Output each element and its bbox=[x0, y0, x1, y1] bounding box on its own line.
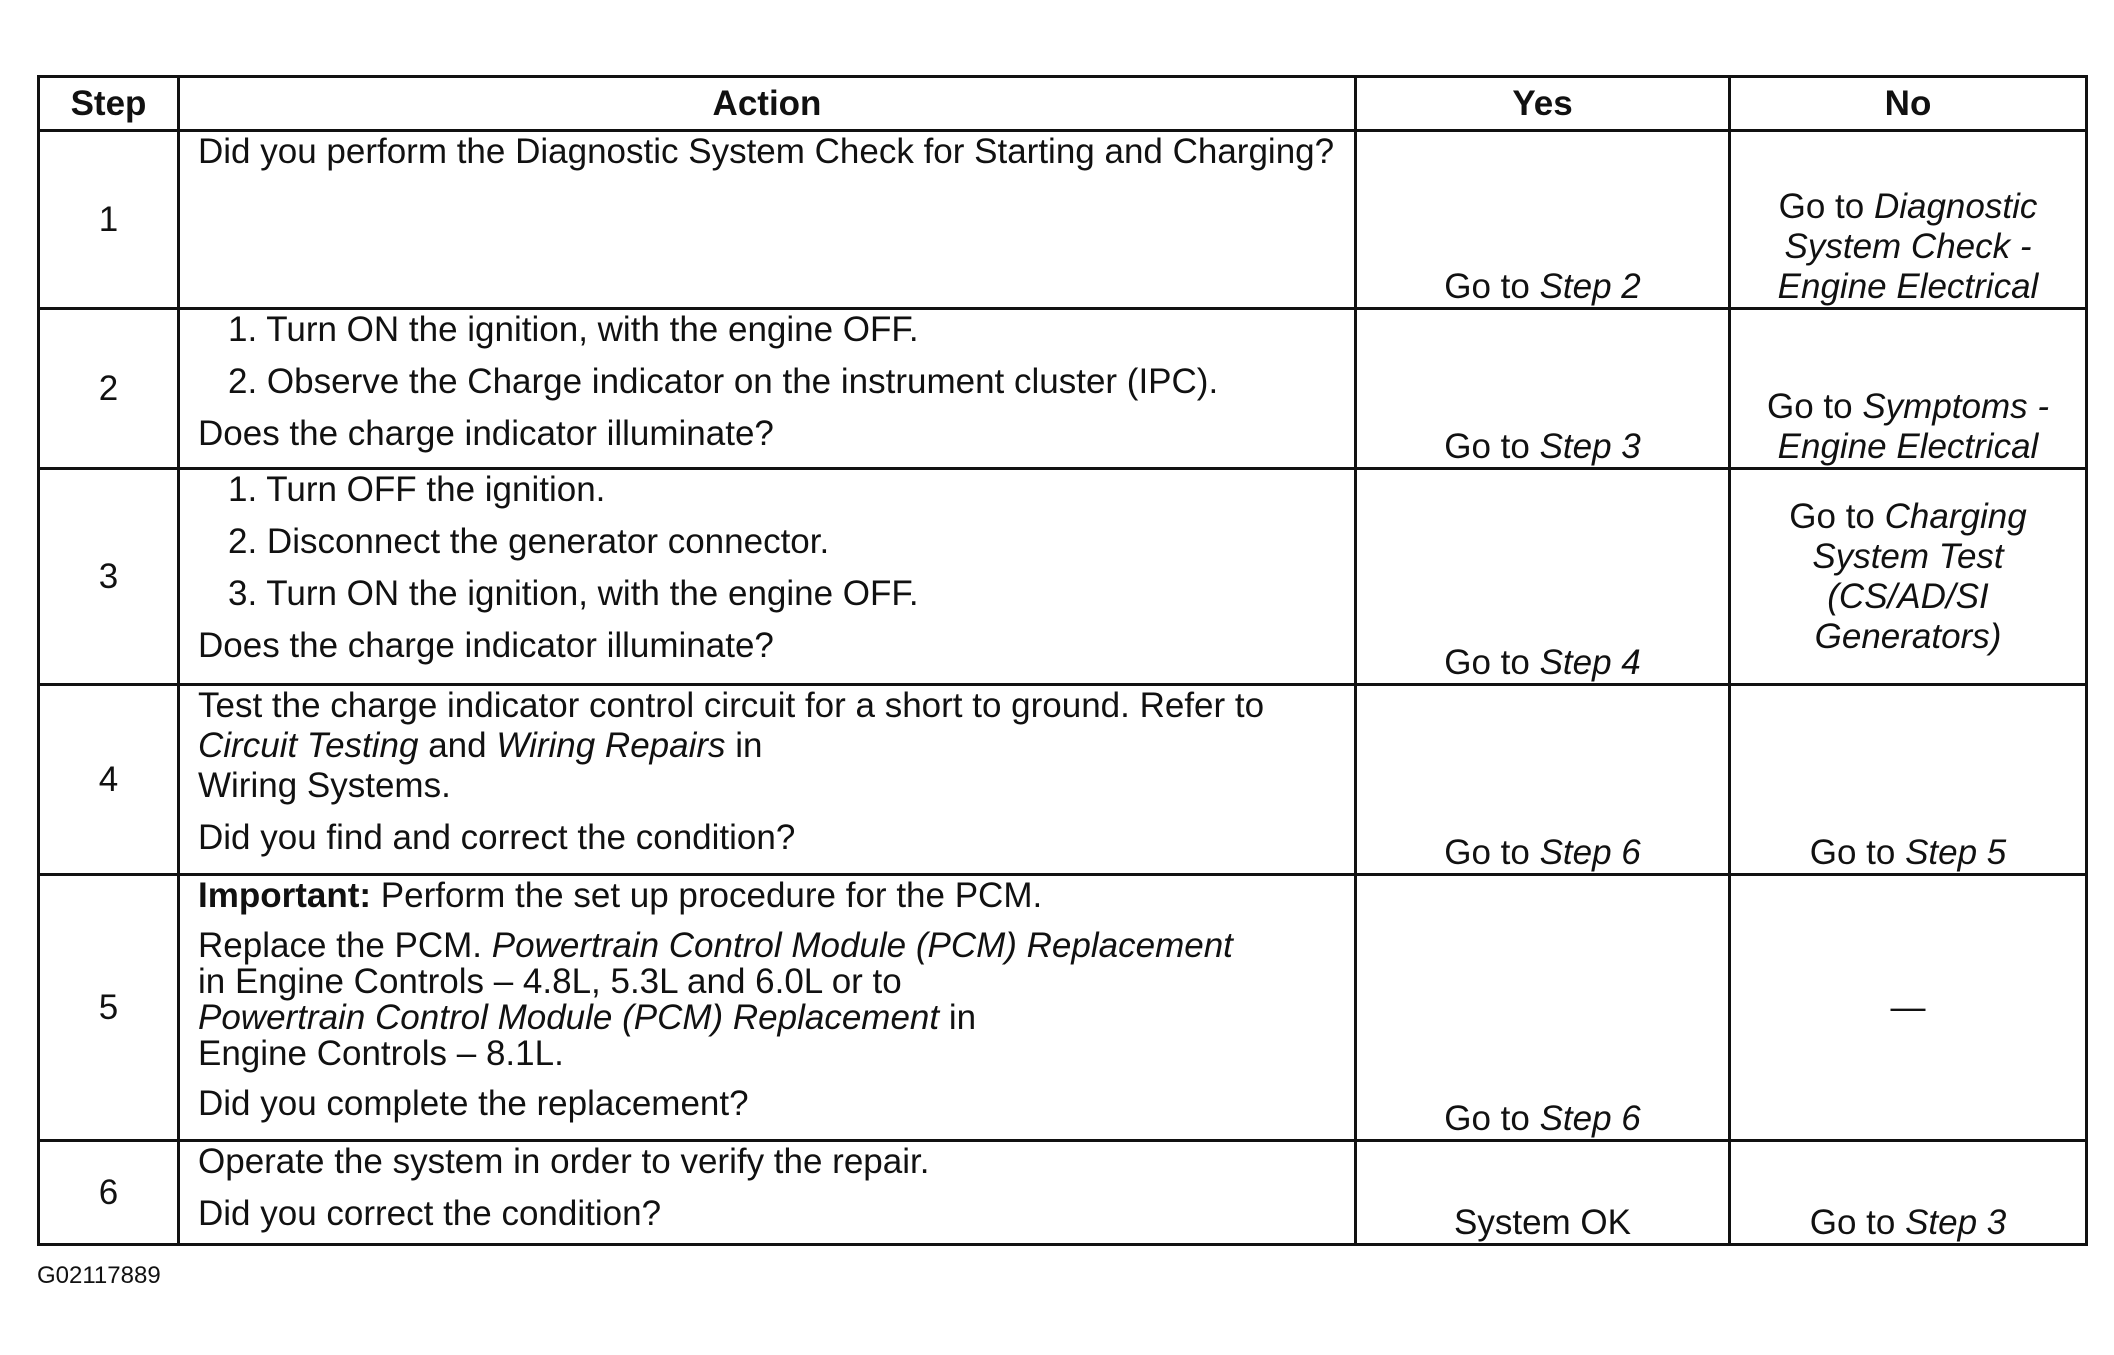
header-row bbox=[39, 77, 2087, 131]
no-step-ref: Step 5 bbox=[1905, 833, 2007, 872]
yes-prefix: Go to bbox=[1444, 833, 1530, 872]
action-question: Does the charge indicator illuminate? bbox=[198, 626, 774, 665]
no-dash: — bbox=[1890, 987, 1926, 1027]
action-text-part: in bbox=[735, 726, 763, 765]
yes-prefix: Go to bbox=[1444, 267, 1530, 306]
important-text: Perform the set up procedure for the PCM. bbox=[380, 876, 1043, 915]
table-row bbox=[39, 309, 2087, 469]
figure-id: G02117889 bbox=[37, 1262, 161, 1289]
yes-step-ref: Step 4 bbox=[1539, 643, 1641, 682]
no-cell bbox=[1730, 131, 2087, 309]
important-label: Important: bbox=[198, 876, 372, 915]
step-number: 3 bbox=[39, 469, 179, 685]
step-number: 6 bbox=[39, 1141, 179, 1245]
action-text: Operate the system in order to verify the repair. bbox=[198, 1142, 930, 1181]
action-text: Did you perform the Diagnostic System Check for Starting and Charging? bbox=[198, 132, 1335, 171]
yes-step-ref: Step 3 bbox=[1539, 427, 1641, 466]
yes-cell bbox=[1356, 685, 1730, 875]
important-note bbox=[198, 876, 1336, 916]
step-number: 4 bbox=[39, 685, 179, 875]
substep: 1. Turn OFF the ignition. bbox=[228, 470, 606, 509]
action-text-part: in bbox=[948, 998, 977, 1037]
yes-cell bbox=[1356, 309, 1730, 469]
circuit-testing-ref: Circuit Testing bbox=[198, 726, 419, 765]
action-text-part: Replace the PCM. bbox=[198, 926, 483, 965]
table-row bbox=[39, 1141, 2087, 1245]
no-prefix: Go to bbox=[1778, 187, 1865, 226]
substep: 1. Turn ON the ignition, with the engine OFF. bbox=[228, 310, 919, 349]
no-cell bbox=[1730, 469, 2087, 685]
wiring-repairs-ref: Wiring Repairs bbox=[496, 726, 726, 765]
header-action: Action bbox=[179, 77, 1356, 131]
table-row bbox=[39, 131, 2087, 309]
table-row bbox=[39, 469, 2087, 685]
no-ref: Symptoms - Engine Electrical bbox=[1777, 387, 2050, 466]
yes-step-ref: Step 2 bbox=[1539, 267, 1641, 306]
pcm-replacement-ref: Powertrain Control Module (PCM) Replacement bbox=[198, 998, 940, 1037]
action-question: Did you correct the condition? bbox=[198, 1194, 662, 1233]
action-cell bbox=[179, 1141, 1356, 1245]
step-number: 1 bbox=[39, 131, 179, 309]
action-text-part: Test the charge indicator control circuit for a short to ground. Refer to bbox=[198, 686, 1265, 725]
no-ref: Charging System Test (CS/AD/SI Generators) bbox=[1812, 496, 2027, 656]
action-text-part: Engine Controls – 8.1L. bbox=[198, 1034, 564, 1073]
no-cell bbox=[1730, 875, 2087, 1141]
substep: 3. Turn ON the ignition, with the engine OFF. bbox=[228, 574, 919, 613]
action-text bbox=[198, 686, 1336, 806]
no-step-ref: Step 3 bbox=[1905, 1203, 2007, 1242]
no-cell bbox=[1730, 309, 2087, 469]
yes-step-ref: Step 6 bbox=[1539, 833, 1641, 872]
yes-prefix: Go to bbox=[1444, 1099, 1530, 1138]
action-text-part: in Engine Controls – 4.8L, 5.3L and 6.0L or to bbox=[198, 962, 902, 1001]
pcm-replacement-ref: Powertrain Control Module (PCM) Replacement bbox=[491, 926, 1233, 965]
yes-text: System OK bbox=[1454, 1203, 1631, 1242]
table-row bbox=[39, 685, 2087, 875]
yes-prefix: Go to bbox=[1444, 427, 1530, 466]
no-prefix: Go to bbox=[1809, 833, 1896, 872]
header-step: Step bbox=[39, 77, 179, 131]
action-text-part: and bbox=[428, 726, 487, 765]
yes-cell bbox=[1356, 469, 1730, 685]
substep: 2. Disconnect the generator connector. bbox=[228, 522, 830, 561]
yes-step-ref: Step 6 bbox=[1539, 1099, 1641, 1138]
action-cell bbox=[179, 685, 1356, 875]
action-question: Did you complete the replacement? bbox=[198, 1084, 749, 1123]
table-row bbox=[39, 875, 2087, 1141]
action-cell bbox=[179, 469, 1356, 685]
no-ref: Diagnostic System Check - Engine Electrical bbox=[1777, 187, 2039, 306]
yes-cell bbox=[1356, 131, 1730, 309]
step-number: 5 bbox=[39, 875, 179, 1141]
action-text-part: Wiring Systems. bbox=[198, 766, 451, 805]
no-prefix: Go to bbox=[1809, 1203, 1896, 1242]
step-number: 2 bbox=[39, 309, 179, 469]
no-prefix: Go to bbox=[1789, 496, 1875, 536]
no-cell bbox=[1730, 685, 2087, 875]
action-question: Does the charge indicator illuminate? bbox=[198, 414, 774, 453]
header-no: No bbox=[1730, 77, 2087, 131]
action-cell bbox=[179, 131, 1356, 309]
yes-cell bbox=[1356, 1141, 1730, 1245]
action-cell bbox=[179, 309, 1356, 469]
no-cell bbox=[1730, 1141, 2087, 1245]
yes-prefix: Go to bbox=[1444, 643, 1530, 682]
yes-cell bbox=[1356, 875, 1730, 1141]
substep: 2. Observe the Charge indicator on the instrument cluster (IPC). bbox=[228, 362, 1219, 401]
no-prefix: Go to bbox=[1766, 387, 1853, 426]
action-cell bbox=[179, 875, 1356, 1141]
action-text bbox=[198, 928, 1336, 1072]
header-yes: Yes bbox=[1356, 77, 1730, 131]
action-question: Did you find and correct the condition? bbox=[198, 818, 796, 857]
diagnostic-table bbox=[37, 75, 2088, 1246]
